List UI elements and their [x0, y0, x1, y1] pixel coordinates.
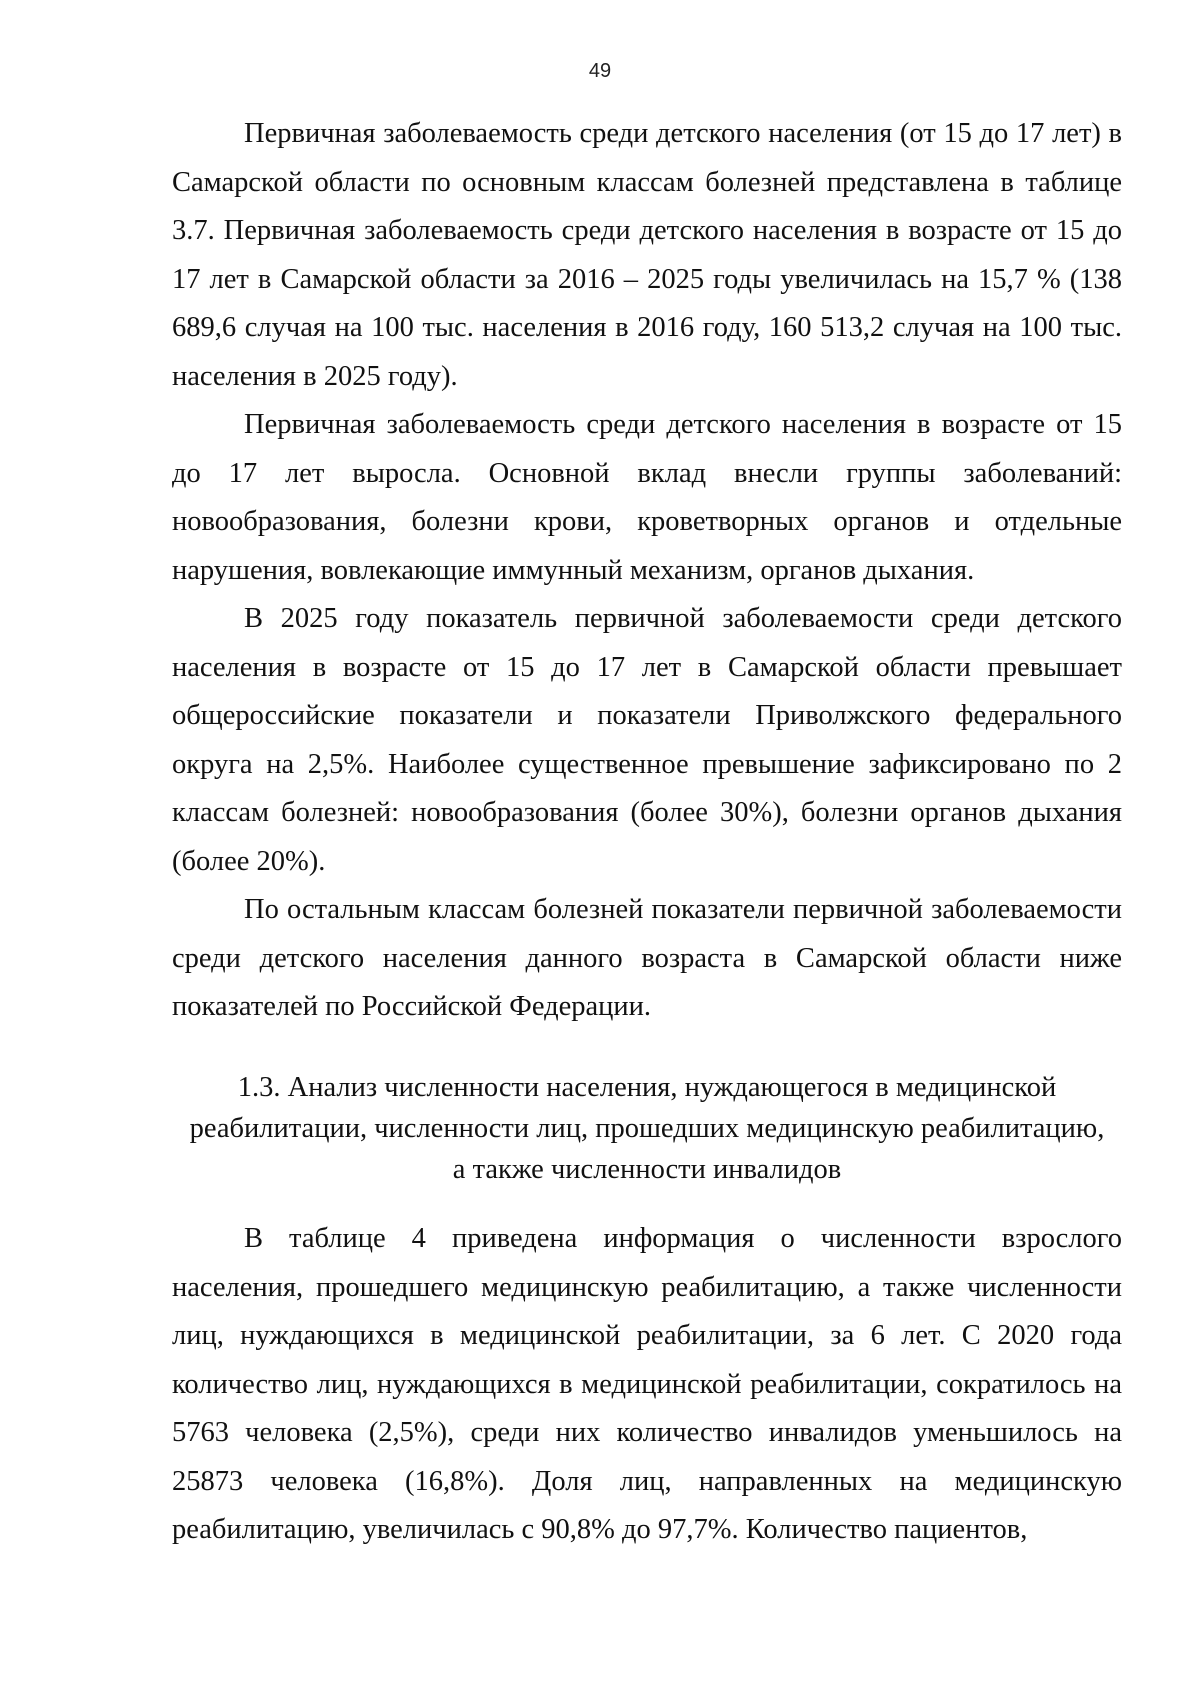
body-text-section-2 — [172, 1215, 1122, 1555]
paragraph: В 2025 году показатель первичной заболеваемости среди детского населения в возрасте от 15 до 17 лет в Самарской области превышает общероссийские показатели и показатели Приволжского федерального округа на 2,5%. Наиболее существенное превышение зафиксировано по 2 классам болезней: новообразования (более 30%), болезни органов дыхания (более 20%). — [172, 603, 1122, 877]
section-heading-line: а также численности инвалидов — [452, 1154, 842, 1185]
paragraph: Первичная заболеваемость среди детского населения в возрасте от 15 до 17 лет выросла. Основной вклад внесли группы заболеваний: новообразования, болезни крови, кроветворных органов и отдельные нарушения, вовлекающие иммунный механизм, органов дыхания. — [172, 409, 1122, 586]
section-heading-line: реабилитации, численности лиц, прошедших медицинскую реабилитацию, — [189, 1113, 1105, 1144]
paragraph: В таблице 4 приведена информация о численности взрослого населения, прошедшего медицинскую реабилитацию, а также численности лиц, нуждающихся в медицинской реабилитации, за 6 лет. С 2020 года количество лиц, нуждающихся в медицинской реабилитации, сократилось на 5763 человека (2,5%), среди них количество инвалидов уменьшилось на 25873 человека (16,8%). Доля лиц, направленных на медицинскую реабилитацию, увеличилась с 90,8% до 97,7%. Количество пациентов, — [172, 1223, 1122, 1545]
paragraph: По остальным классам болезней показатели первичной заболеваемости среди детского населения данного возраста в Самарской области ниже показателей по Российской Федерации. — [172, 894, 1122, 1022]
section-heading-line: 1.3. Анализ численности населения, нуждающегося в медицинской — [237, 1072, 1057, 1103]
section-heading-text — [172, 1067, 1122, 1190]
body-text-section-1 — [172, 110, 1122, 1032]
paragraph: Первичная заболеваемость среди детского населения (от 15 до 17 лет) в Самарской области по основным классам болезней представлена в таблице 3.7. Первичная заболеваемость среди детского населения в возрасте от 15 до 17 лет в Самарской области за 2016 – 2025 годы увеличилась на 15,7 % (138 689,6 случая на 100 тыс. населения в 2016 году, 160 513,2 случая на 100 тыс. населения в 2025 году). — [172, 118, 1122, 392]
page-number: 49 — [588, 60, 612, 82]
section-heading — [172, 1067, 1122, 1190]
